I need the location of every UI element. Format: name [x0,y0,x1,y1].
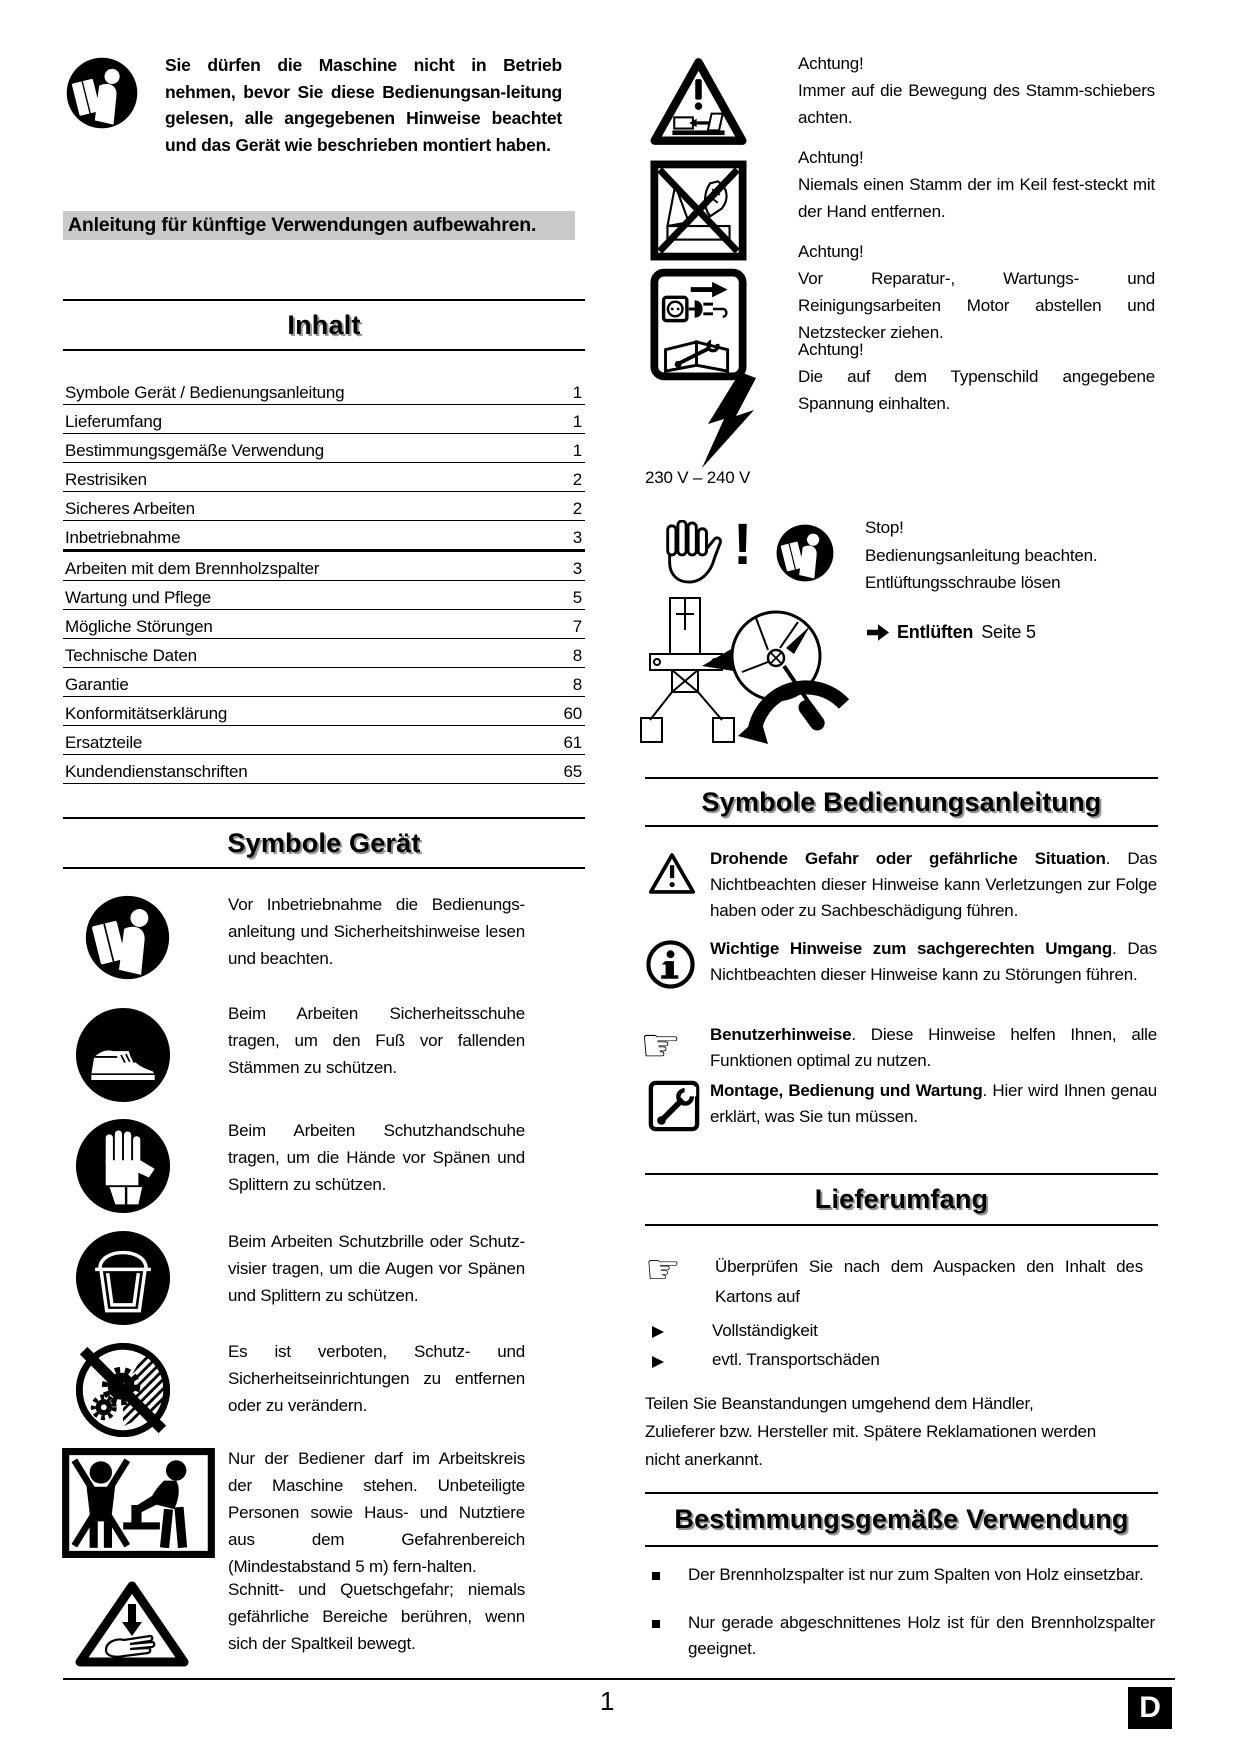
symbols-device-title: Symbole Gerät [227,827,421,858]
square-bullet-icon [652,1572,660,1580]
delivery-bullet: evtl. Transportschäden [712,1350,880,1369]
symbols-manual-heading-box [645,777,1158,827]
read-manual-icon [776,524,834,582]
arrow-right-icon [867,624,889,641]
pointing-hand-icon: ☞ [645,1247,681,1293]
delivery-heading-box [645,1173,1158,1226]
read-manual-icon [66,57,138,129]
toc-row: Technische Daten 8 [63,639,585,668]
read-manual-icon [85,895,170,980]
symbol-row-text: Beim Arbeiten Schutzhandschuhe tragen, um die Hände vor Spänen und Splittern zu schützen. [228,1121,525,1194]
no-removing-guards-icon [75,1342,171,1438]
manual-symbol-entry: Benutzerhinweise. Diese Hinweise helfen Ihnen, alle Funktionen optimal zu nutzen. [710,1025,1157,1070]
intended-use-heading-box [645,1492,1158,1547]
unplug-before-service-icon [650,268,747,381]
toc-heading-box [63,299,585,351]
symbols-manual-title: Symbole Bedienungsanleitung [701,786,1102,817]
log-splitter-vent-screw-drawing [636,594,861,744]
toc-list [63,376,585,784]
delivery-check-intro: Überprüfen Sie nach dem Auspacken den Inhalt des Kartons auf [715,1257,1143,1306]
symbol-row-text: Beim Arbeiten Schutzbrille oder Schutz-visier tragen, um die Augen vor Spänen und Splittern zu schützen. [228,1232,525,1305]
toc-row: Mögliche Störungen 7 [63,610,585,639]
page-number: 1 [600,1686,615,1716]
exclamation-icon: ! [733,512,753,577]
cut-crush-hazard-icon [72,1578,192,1670]
machine-warning [798,336,1155,417]
toc-row: Arbeiten mit dem Brennholzspalter 3 [63,552,585,581]
square-bullet-icon [652,1620,660,1628]
country-badge: D [1128,1687,1172,1729]
warning-text: Niemals einen Stamm der im Keil fest-steckt mit der Hand entfernen. [798,175,1155,221]
warning-text: Die auf dem Typenschild angegebene Spannung einhalten. [798,367,1155,413]
toc-row: Garantie 8 [63,668,585,697]
manual-symbol-entry: Wichtige Hinweise zum sachgerechten Umgang. Das Nichtbeachten dieser Hinweise kann zu Störungen führen. [710,939,1157,984]
intended-use-bullet: Nur gerade abgeschnittenes Holz ist für den Brennholzspalter geeignet. [688,1613,1155,1658]
toc-row: Restrisiken 2 [63,463,585,492]
warning-text: Vor Reparatur-, Wartungs- und Reinigungsarbeiten Motor abstellen und Netzstecker ziehen. [798,269,1155,342]
info-icon [646,940,695,989]
symbol-row-text: Vor Inbetriebnahme die Bedienungs-anleitung und Sicherheitshinweise lesen und beachten. [228,895,525,968]
intro-text: Sie dürfen die Maschine nicht in Betrieb nehmen, bevor Sie diese Bedienungsan-leitung gelesen, alle angegebenen Hinweise beachtet und das Gerät wie beschrieben montiert haben. [165,55,562,155]
toc-row: Wartung und Pflege 5 [63,581,585,610]
manual-symbol-entry: Montage, Bedienung und Wartung. Hier wird Ihnen genau erklärt, was Sie tun müssen. [710,1081,1157,1126]
arrow-right-bullet-icon [652,1326,664,1338]
warning-title: Achtung! [798,242,864,261]
warning-text: Immer auf die Bewegung des Stamm-schiebers achten. [798,81,1155,127]
no-hand-removal-icon [650,160,747,261]
arrow-right-bullet-icon [652,1356,664,1368]
footer-divider [63,1678,1175,1680]
symbols-device-heading-box [63,817,585,869]
toc-row: Konformitätserklärung 60 [63,697,585,726]
intended-use-bullet: Der Brennholzspalter ist nur zum Spalten von Holz einsetzbar. [688,1565,1144,1584]
machine-warning [798,238,1155,346]
toc-row: Kundendienstanschriften 65 [63,755,585,784]
toc-row: Inbetriebnahme 3 [63,521,585,552]
toc-row: Sicheres Arbeiten 2 [63,492,585,521]
toc-row: Ersatzteile 61 [63,726,585,755]
hazard-triangle-icon [648,852,696,895]
vent-link-rest: Seite 5 [981,622,1036,642]
symbol-row-text: Nur der Bediener darf im Arbeitskreis der Maschine stehen. Unbeteiligte Personen sowie Haus- und Nutztiere aus dem Gefahrenbereich (Mindestabstand 5 m) fern-halten. [228,1449,525,1576]
machine-warning [798,50,1155,131]
symbol-row-text: Schnitt- und Quetschgefahr; niemals gefährliche Bereiche berühren, wenn sich der Spaltkeil bewegt. [228,1580,525,1653]
toc-row: Lieferumfang 1 [63,405,585,434]
voltage-label: 230 V – 240 V [645,468,751,487]
high-voltage-icon [700,372,760,468]
face-shield-icon [75,1230,171,1326]
stop-hand-icon [658,520,722,584]
delivery-bullet: Vollständigkeit [712,1321,818,1340]
toc-row: Symbole Gerät / Bedienungsanleitung 1 [63,376,585,405]
keep-instructions-note: Anleitung für künftige Verwendungen aufbewahren. [63,211,575,240]
vent-reference [867,622,1036,643]
intended-use-title: Bestimmungsgemäße Verwendung [674,1504,1129,1534]
warning-title: Achtung! [798,340,864,359]
vent-link-bold: Entlüften [897,622,974,642]
safety-boot-icon [75,1007,171,1103]
warning-title: Achtung! [798,54,864,73]
stop-instructions: Stop! Bedienungsanleitung beachten. Entlüftungsschraube lösen [865,518,1098,592]
ram-movement-warning-icon [650,55,747,148]
machine-warning [798,144,1155,225]
toc-title: Inhalt [287,309,361,340]
protective-glove-icon [75,1118,171,1214]
delivery-title: Lieferumfang [814,1184,989,1214]
delivery-note: Teilen Sie Beanstandungen umgehend dem Händler, Zulieferer bzw. Hersteller mit. Spätere Reklamationen werden nicht anerkannt. [645,1394,1096,1469]
manual-symbol-entry: Drohende Gefahr oder gefährliche Situation. Das Nichtbeachten dieser Hinweise kann Verletzungen zur Folge haben oder zu Sachbeschädigung führen. [710,849,1157,920]
keep-bystanders-away-icon [62,1448,215,1558]
symbol-row-text: Beim Arbeiten Sicherheitsschuhe tragen, um den Fuß vor fallenden Stämmen zu schützen. [228,1004,525,1077]
toc-row: Bestimmungsgemäße Verwendung 1 [63,434,585,463]
assembly-icon [648,1080,700,1132]
pointing-hand-icon: ☞ [640,1018,682,1072]
symbol-row-text: Es ist verboten, Schutz- und Sicherheitseinrichtungen zu entfernen oder zu verändern. [228,1342,525,1415]
warning-title: Achtung! [798,148,864,167]
